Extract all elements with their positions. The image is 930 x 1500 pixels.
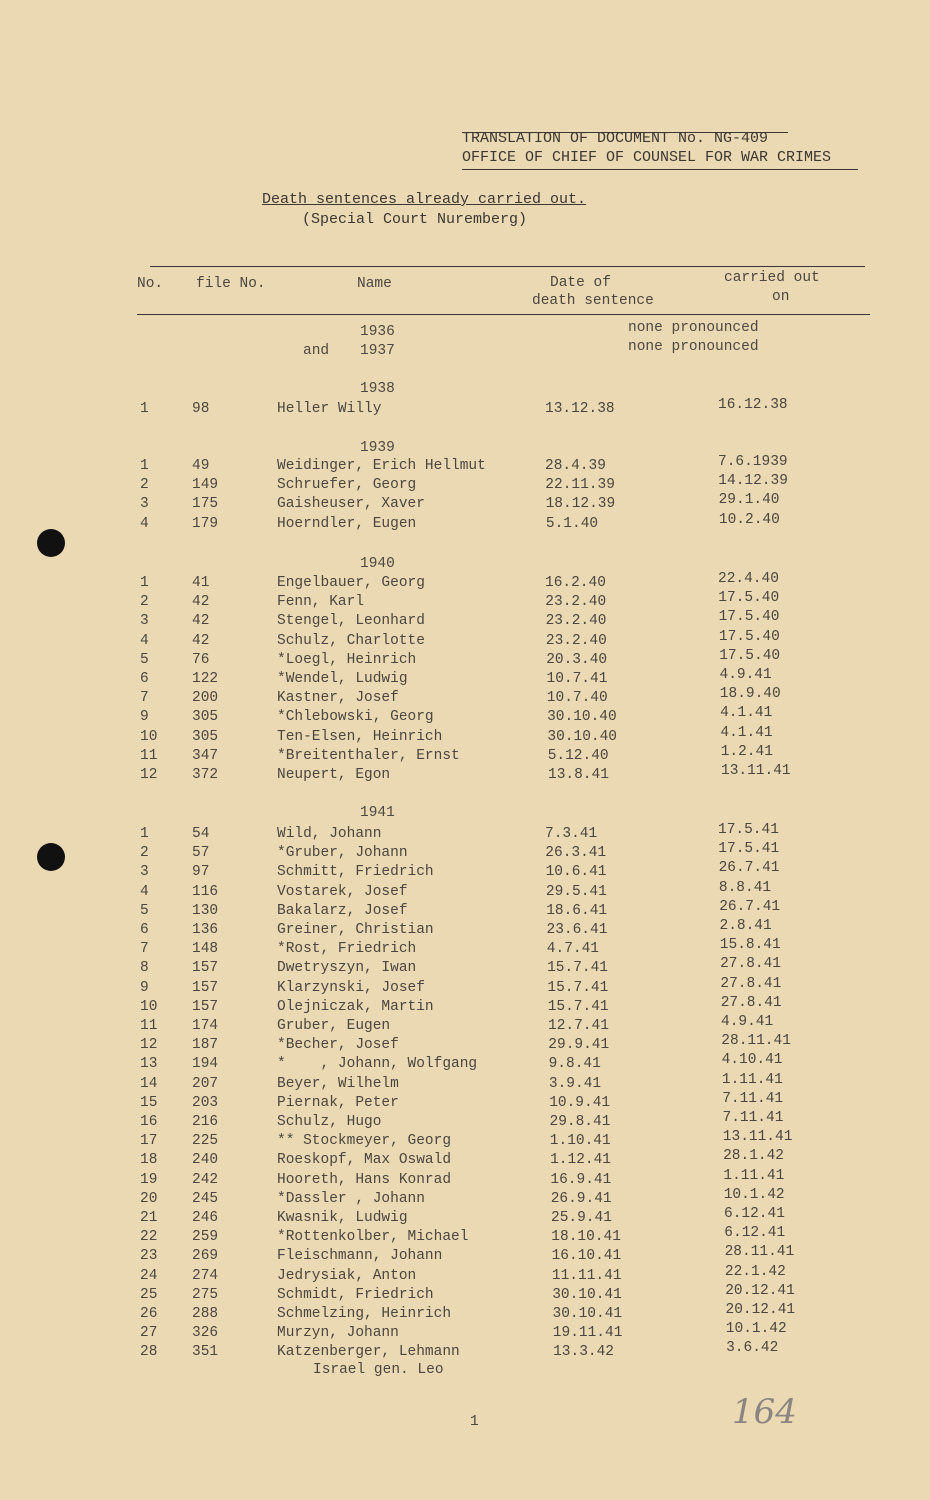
file-number: 351 (192, 1344, 219, 1361)
sentence-date: 16.2.40 (545, 575, 606, 591)
execution-date: 16.12.38 (718, 397, 788, 413)
column-header-carried-out: on (772, 289, 790, 305)
column-header-file-no: file No. (196, 276, 266, 292)
execution-date: 10.1.42 (723, 1186, 785, 1203)
defendant-name: Katzenberger, Lehmann (277, 1344, 460, 1361)
sentence-date: 10.7.41 (546, 671, 608, 687)
file-number: 305 (192, 709, 219, 726)
sentence-date: 7.3.41 (545, 826, 598, 842)
row-number: 9 (140, 709, 149, 726)
sentence-date: 19.11.41 (552, 1325, 623, 1342)
defendant-name: ** Stockmeyer, Georg (277, 1133, 452, 1150)
execution-date: 1.11.41 (723, 1167, 785, 1184)
defendant-name: Weidinger, Erich Hellmut (277, 458, 486, 474)
execution-date: 27.8.41 (720, 994, 782, 1011)
sentence-date: 23.6.41 (546, 922, 608, 938)
file-number: 136 (192, 922, 219, 938)
sentence-date: 29.9.41 (548, 1037, 610, 1054)
sentence-date: 15.7.41 (547, 998, 609, 1015)
row-number: 6 (140, 922, 149, 938)
execution-date: 22.1.42 (724, 1263, 786, 1280)
column-header-no: No. (137, 276, 164, 292)
defendant-name: *Dassler , Johann (277, 1190, 425, 1207)
file-number: 41 (192, 575, 210, 591)
sentence-date: 30.10.41 (552, 1306, 623, 1322)
defendant-name: Gaisheuser, Xaver (277, 496, 425, 513)
defendant-name: *Chlebowski, Georg (277, 709, 434, 726)
file-number: 179 (192, 515, 219, 532)
defendant-name: Greiner, Christian (277, 922, 434, 938)
row-number: 28 (140, 1344, 158, 1361)
row-number: 5 (140, 902, 149, 919)
sentence-date: 9.8.41 (548, 1056, 601, 1073)
execution-date: 4.9.41 (719, 667, 772, 683)
file-number: 42 (192, 613, 210, 630)
execution-date: 17.5.40 (719, 647, 781, 664)
row-number: 3 (140, 496, 149, 513)
execution-date: 10.1.42 (725, 1321, 787, 1338)
execution-date: 13.11.41 (722, 1129, 793, 1146)
sentence-date: 3.9.41 (548, 1075, 602, 1092)
execution-date: 6.12.41 (724, 1225, 786, 1242)
sentence-date: 23.2.40 (545, 632, 607, 649)
row-number: 22 (140, 1229, 158, 1246)
file-number: 200 (192, 690, 219, 707)
file-number: 157 (192, 979, 219, 996)
sentence-date: 26.3.41 (545, 845, 607, 862)
sentence-date: 4.7.41 (546, 941, 600, 958)
file-number: 54 (192, 826, 210, 842)
execution-date: 27.8.41 (720, 975, 782, 992)
defendant-name: Schmitt, Friedrich (277, 864, 434, 881)
year-heading: 1940 (360, 556, 395, 572)
sentence-date: 10.7.40 (546, 690, 608, 707)
sentence-date: 30.10.40 (547, 728, 618, 745)
defendant-name: *Becher, Josef (277, 1037, 399, 1054)
punch-hole (37, 843, 65, 871)
defendant-name: *Wendel, Ludwig (277, 671, 408, 687)
defendant-name: Bakalarz, Josef (277, 902, 408, 919)
defendant-name: Fleischmann, Johann (277, 1248, 443, 1265)
sentence-date: 5.1.40 (545, 515, 599, 532)
sentence-date: 25.9.41 (551, 1210, 612, 1226)
row-number: 8 (140, 960, 149, 977)
row-number: 11 (140, 1018, 158, 1034)
defendant-name: Hooreth, Hans Konrad (277, 1171, 452, 1188)
row-number: 4 (140, 883, 149, 900)
defendant-name: Klarzynski, Josef (277, 979, 425, 996)
execution-date: 2.8.41 (719, 918, 772, 934)
execution-date: 14.12.39 (718, 473, 788, 490)
row-number: 5 (140, 651, 149, 668)
defendant-name: Dwetryszyn, Iwan (277, 960, 417, 977)
file-number: 203 (192, 1094, 219, 1111)
execution-date: 29.1.40 (718, 492, 780, 509)
row-number: 13 (140, 1056, 158, 1073)
row-number: 11 (140, 747, 158, 764)
stamp-rule-bottom (462, 169, 858, 170)
row-number: 4 (140, 515, 149, 532)
defendant-name: Neupert, Egon (277, 767, 391, 783)
sentence-date: 15.7.41 (547, 979, 609, 996)
execution-date: 17.5.41 (718, 822, 779, 838)
file-number: 305 (192, 728, 219, 745)
year-heading: 1941 (360, 805, 395, 821)
row-number: 10 (140, 728, 158, 745)
file-number: 116 (192, 883, 219, 900)
execution-date: 6.12.41 (724, 1206, 785, 1222)
defendant-name: Olejniczak, Martin (277, 998, 434, 1015)
execution-date: 17.5.40 (718, 590, 780, 607)
execution-date: 4.1.41 (720, 705, 773, 722)
defendant-name: *Rottenkolber, Michael (277, 1229, 469, 1246)
file-number: 57 (192, 845, 210, 862)
file-number: 372 (192, 767, 219, 783)
defendant-name: Wild, Johann (277, 826, 382, 842)
defendant-name: Schulz, Charlotte (277, 632, 425, 649)
defendant-name: Schmidt, Friedrich (277, 1286, 434, 1303)
execution-date: 7.11.41 (722, 1110, 784, 1126)
name-continuation: Israel gen. Leo (313, 1362, 444, 1378)
sentence-date: 12.7.41 (548, 1018, 609, 1034)
file-number: 42 (192, 632, 210, 649)
sentence-date: 18.6.41 (546, 902, 608, 919)
row-number: 1 (140, 826, 149, 842)
execution-date: 4.9.41 (721, 1014, 774, 1030)
row-number: 26 (140, 1306, 158, 1322)
file-number: 275 (192, 1286, 219, 1303)
file-number: 174 (192, 1018, 219, 1034)
document-title: Death sentences already carried out. (262, 191, 587, 208)
execution-date: 28.1.42 (723, 1148, 785, 1165)
file-number: 49 (192, 458, 210, 474)
execution-date: 20.12.41 (725, 1282, 795, 1299)
row-number: 18 (140, 1152, 158, 1169)
sentence-date: 22.11.39 (545, 477, 615, 494)
column-header-date: death sentence (532, 293, 654, 309)
file-number: 240 (192, 1152, 219, 1169)
row-number: 21 (140, 1210, 158, 1226)
execution-date: 27.8.41 (720, 956, 782, 973)
defendant-name: Piernak, Peter (277, 1094, 399, 1111)
sentence-date: 28.4.39 (545, 458, 606, 474)
file-number: 194 (192, 1056, 219, 1073)
file-number: 149 (192, 477, 219, 494)
file-number: 274 (192, 1267, 219, 1284)
sentence-date: 18.12.39 (545, 496, 616, 513)
year-label: 1937 (360, 343, 395, 359)
execution-date: 1.2.41 (720, 743, 773, 760)
row-number: 15 (140, 1094, 158, 1111)
execution-date: 10.2.40 (718, 511, 780, 528)
execution-date: 28.11.41 (721, 1033, 791, 1050)
stamp-line-1: TRANSLATION OF DOCUMENT No. NG-409 (462, 130, 769, 147)
column-header-name: Name (357, 276, 392, 292)
file-number: 269 (192, 1248, 219, 1265)
defendant-name: Beyer, Wilhelm (277, 1075, 399, 1092)
defendant-name: * , Johann, Wolfgang (277, 1056, 478, 1073)
execution-date: 1.11.41 (721, 1071, 783, 1088)
execution-date: 26.7.41 (719, 898, 781, 915)
punch-hole (37, 529, 65, 557)
execution-date: 7.11.41 (722, 1090, 784, 1107)
row-number: 14 (140, 1075, 158, 1092)
execution-date: 8.8.41 (718, 879, 772, 896)
row-number: 9 (140, 979, 149, 996)
year-heading: 1939 (360, 440, 395, 456)
header-rule-top (150, 266, 865, 267)
defendant-name: Heller Willy (277, 401, 382, 417)
file-number: 187 (192, 1037, 219, 1054)
execution-date: 20.12.41 (725, 1302, 796, 1318)
row-number: 20 (140, 1190, 158, 1207)
row-number: 2 (140, 477, 149, 494)
year-label: 1936 (360, 324, 395, 340)
execution-date: 17.5.41 (718, 841, 780, 858)
row-number: 4 (140, 632, 149, 649)
sentence-date: 29.8.41 (549, 1114, 611, 1130)
row-number: 1 (140, 401, 149, 417)
execution-date: 26.7.41 (718, 860, 780, 877)
defendant-name: Engelbauer, Georg (277, 575, 425, 591)
file-number: 42 (192, 594, 210, 611)
defendant-name: Stengel, Leonhard (277, 613, 425, 630)
file-number: 122 (192, 671, 219, 687)
row-number: 2 (140, 845, 149, 862)
row-number: 27 (140, 1325, 158, 1342)
defendant-name: Jedrysiak, Anton (277, 1267, 417, 1284)
defendant-name: Vostarek, Josef (277, 883, 408, 900)
sentence-date: 16.10.41 (551, 1248, 622, 1265)
row-number: 7 (140, 941, 149, 958)
sentence-date: 13.8.41 (548, 767, 609, 783)
defendant-name: *Gruber, Johann (277, 845, 408, 862)
defendant-name: Gruber, Eugen (277, 1018, 391, 1034)
defendant-name: *Rost, Friedrich (277, 941, 417, 958)
execution-date: 28.11.41 (724, 1244, 795, 1261)
row-number: 17 (140, 1133, 158, 1150)
sentence-date: 5.12.40 (547, 747, 609, 764)
defendant-name: Fenn, Karl (277, 594, 365, 611)
stamp-line-2: OFFICE OF CHIEF OF COUNSEL FOR WAR CRIMES (462, 149, 832, 166)
defendant-name: Murzyn, Johann (277, 1325, 399, 1342)
defendant-name: Kwasnik, Ludwig (277, 1210, 408, 1226)
defendant-name: Hoerndler, Eugen (277, 515, 417, 532)
file-number: 225 (192, 1133, 219, 1150)
year-heading: 1938 (360, 381, 395, 397)
and-label: and (303, 343, 330, 359)
row-number: 3 (140, 864, 149, 881)
sentence-date: 13.3.42 (553, 1344, 615, 1361)
execution-date: 22.4.40 (718, 571, 779, 587)
sentence-date: 1.12.41 (550, 1152, 612, 1169)
defendant-name: Kastner, Josef (277, 690, 399, 707)
sentence-date: 10.6.41 (545, 864, 607, 881)
file-number: 157 (192, 998, 219, 1015)
column-header-date: Date of (550, 275, 611, 291)
row-number: 6 (140, 671, 149, 687)
row-number: 25 (140, 1286, 158, 1303)
sentence-date: 30.10.41 (552, 1286, 622, 1303)
execution-date: 7.6.1939 (718, 454, 788, 470)
defendant-name: *Loegl, Heinrich (277, 651, 417, 668)
file-number: 326 (192, 1325, 219, 1342)
sentence-date: 23.2.40 (545, 594, 607, 611)
file-number: 148 (192, 941, 219, 958)
defendant-name: Ten-Elsen, Heinrich (277, 728, 443, 745)
file-number: 98 (192, 401, 210, 417)
row-number: 1 (140, 458, 149, 474)
defendant-name: Schruefer, Georg (277, 477, 417, 494)
row-number: 7 (140, 690, 149, 707)
file-number: 245 (192, 1190, 219, 1207)
execution-date: 13.11.41 (721, 763, 791, 779)
execution-date: 4.10.41 (721, 1052, 783, 1069)
file-number: 288 (192, 1306, 219, 1322)
sentence-date: 10.9.41 (549, 1094, 611, 1111)
none-pronounced-note: none pronounced (628, 339, 759, 355)
document-subtitle: (Special Court Nuremberg) (302, 211, 528, 228)
sentence-date: 23.2.40 (545, 613, 607, 630)
execution-date: 15.8.41 (719, 937, 781, 954)
row-number: 1 (140, 575, 149, 591)
sentence-date: 16.9.41 (550, 1171, 612, 1188)
file-number: 76 (192, 651, 210, 668)
row-number: 16 (140, 1114, 158, 1130)
defendant-name: *Breitenthaler, Ernst (277, 747, 460, 764)
sentence-date: 11.11.41 (551, 1267, 622, 1284)
sentence-date: 15.7.41 (547, 960, 609, 977)
execution-date: 18.9.40 (719, 686, 781, 703)
file-number: 347 (192, 747, 219, 764)
page-number: 1 (470, 1414, 479, 1430)
row-number: 3 (140, 613, 149, 630)
sentence-date: 29.5.41 (545, 883, 607, 900)
row-number: 10 (140, 998, 158, 1015)
row-number: 23 (140, 1248, 158, 1265)
row-number: 2 (140, 594, 149, 611)
sentence-date: 13.12.38 (545, 401, 615, 417)
sentence-date: 20.3.40 (546, 651, 608, 668)
file-number: 157 (192, 960, 219, 977)
row-number: 19 (140, 1171, 158, 1188)
file-number: 246 (192, 1210, 219, 1226)
row-number: 24 (140, 1267, 158, 1284)
column-header-carried-out: carried out (724, 270, 820, 286)
sentence-date: 18.10.41 (551, 1229, 621, 1246)
sentence-date: 30.10.40 (547, 709, 617, 726)
file-number: 216 (192, 1114, 219, 1130)
handwritten-folio-number: 164 (732, 1392, 797, 1432)
header-rule-bottom (137, 314, 870, 315)
execution-date: 17.5.40 (718, 609, 780, 626)
file-number: 259 (192, 1229, 219, 1246)
file-number: 130 (192, 902, 219, 919)
execution-date: 3.6.42 (726, 1340, 779, 1357)
sentence-date: 26.9.41 (550, 1190, 612, 1207)
none-pronounced-note: none pronounced (628, 320, 759, 336)
sentence-date: 1.10.41 (549, 1133, 611, 1150)
file-number: 207 (192, 1075, 219, 1092)
row-number: 12 (140, 767, 158, 783)
file-number: 175 (192, 496, 219, 513)
row-number: 12 (140, 1037, 158, 1054)
defendant-name: Roeskopf, Max Oswald (277, 1152, 452, 1169)
defendant-name: Schulz, Hugo (277, 1114, 382, 1130)
file-number: 97 (192, 864, 210, 881)
file-number: 242 (192, 1171, 219, 1188)
execution-date: 4.1.41 (720, 724, 773, 741)
execution-date: 17.5.40 (718, 628, 780, 645)
defendant-name: Schmelzing, Heinrich (277, 1306, 452, 1322)
